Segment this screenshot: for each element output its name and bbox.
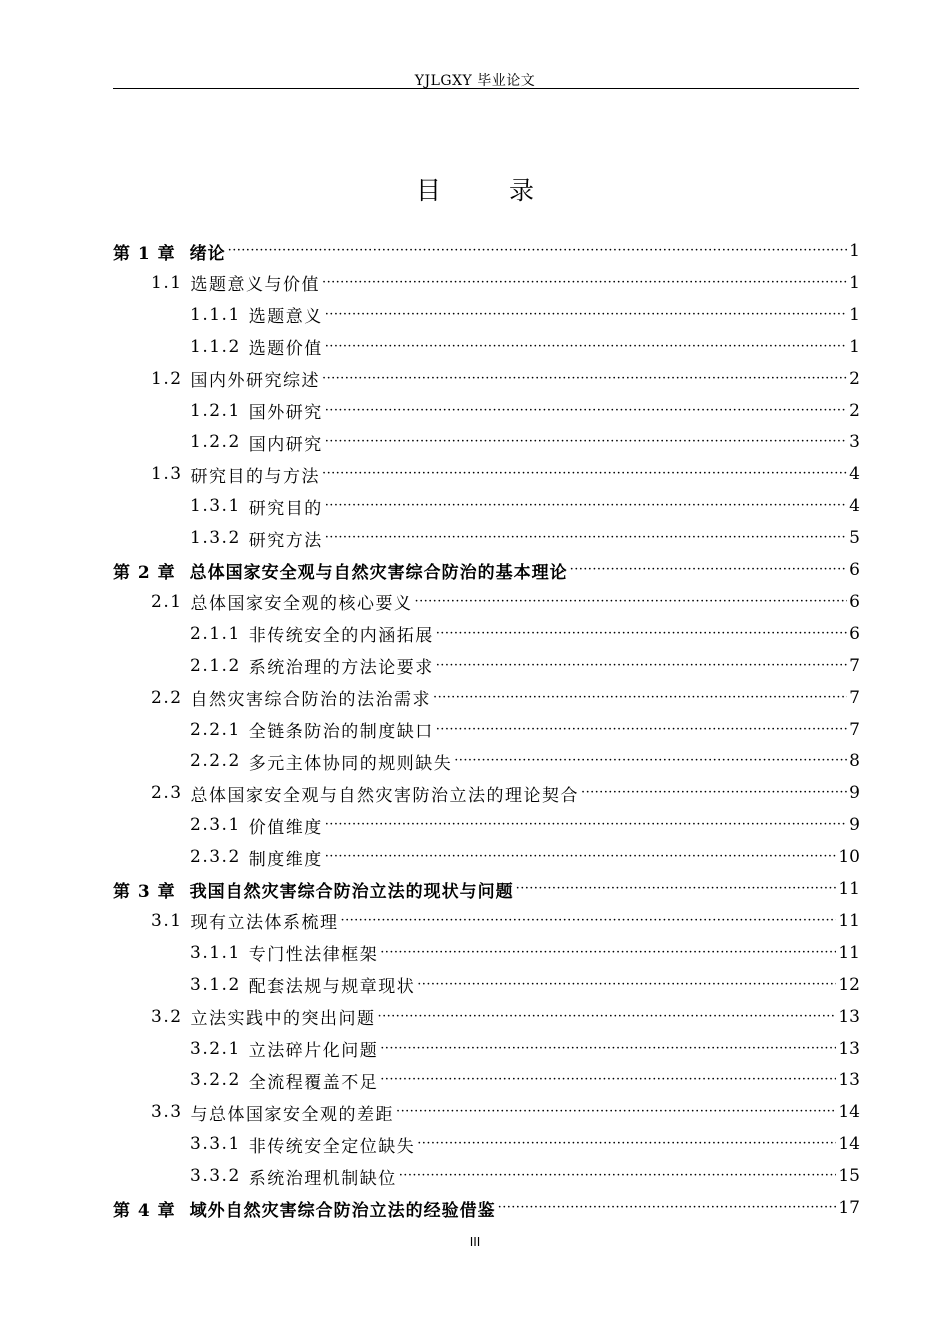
toc-entry-number: 1.2.2 bbox=[190, 432, 241, 453]
toc-entry-page: 2 bbox=[849, 400, 860, 421]
toc-entry-number: 3.1.1 bbox=[190, 942, 241, 963]
toc-entry-number: 3.3.1 bbox=[190, 1134, 241, 1155]
toc-entry-page: 15 bbox=[838, 1166, 860, 1187]
toc-entry-title: 研究目的与方法 bbox=[190, 466, 321, 487]
toc-entry-page: 7 bbox=[849, 655, 860, 676]
toc-leader-dots bbox=[322, 369, 847, 389]
toc-leader-dots bbox=[378, 1007, 837, 1027]
toc-entry-number: 第 1 章 bbox=[113, 243, 176, 264]
toc-leader-dots bbox=[436, 720, 847, 740]
toc-entry[interactable] bbox=[151, 777, 860, 809]
toc-entry[interactable] bbox=[190, 841, 860, 873]
toc-entry-page: 13 bbox=[838, 1038, 860, 1059]
toc-entry[interactable] bbox=[151, 267, 860, 299]
toc-entry-number: 第 2 章 bbox=[113, 562, 176, 583]
toc-entry[interactable] bbox=[190, 522, 860, 554]
toc-entry-title: 研究目的 bbox=[248, 498, 323, 519]
toc-entry-title: 制度维度 bbox=[248, 849, 323, 870]
toc-leader-dots bbox=[322, 464, 847, 484]
toc-entry-title: 总体国家安全观与自然灾害防治立法的理论契合 bbox=[190, 785, 580, 806]
toc-entry[interactable] bbox=[151, 458, 860, 490]
toc-entry-number: 1.1.1 bbox=[190, 304, 241, 325]
toc-entry-page: 9 bbox=[849, 815, 860, 836]
toc-leader-dots bbox=[581, 783, 847, 803]
toc-entry-title: 系统治理的方法论要求 bbox=[248, 658, 434, 679]
running-header: YJLGXY 毕业论文 bbox=[414, 73, 536, 89]
toc-entry[interactable] bbox=[190, 618, 860, 650]
toc-entry[interactable] bbox=[151, 682, 860, 714]
toc-leader-dots bbox=[516, 879, 837, 899]
toc-entry-page: 7 bbox=[849, 687, 860, 708]
toc-entry-page: 17 bbox=[838, 1198, 860, 1218]
toc-entry-number: 1.2.1 bbox=[190, 400, 241, 421]
toc-leader-dots bbox=[325, 337, 847, 357]
toc-leader-dots bbox=[396, 1102, 836, 1122]
toc-entry-number: 3.3.2 bbox=[190, 1166, 241, 1187]
toc-entry-number: 第 4 章 bbox=[113, 1200, 176, 1221]
toc-entry-title: 绪论 bbox=[189, 243, 226, 264]
toc-entry-page: 1 bbox=[849, 241, 860, 261]
toc-entry-page: 6 bbox=[849, 560, 860, 580]
toc-leader-dots bbox=[380, 1039, 836, 1059]
toc-entry-number: 1.1 bbox=[151, 272, 183, 293]
toc-entry-number: 2.1 bbox=[151, 591, 183, 612]
toc-entry[interactable] bbox=[151, 586, 860, 618]
toc-entry-number: 2.3.1 bbox=[190, 815, 241, 836]
toc-entry[interactable] bbox=[151, 363, 860, 395]
toc-entry-page: 5 bbox=[849, 528, 860, 549]
toc-entry-number: 3.1 bbox=[151, 910, 183, 931]
toc-leader-dots bbox=[322, 273, 847, 293]
toc-entry-page: 11 bbox=[838, 942, 860, 963]
toc-entry-number: 1.2 bbox=[151, 368, 183, 389]
toc-entry-number: 2.1.1 bbox=[190, 623, 241, 644]
toc-entry-title: 与总体国家安全观的差距 bbox=[190, 1104, 395, 1125]
toc-entry-title: 立法实践中的突出问题 bbox=[190, 1009, 376, 1030]
toc-leader-dots bbox=[570, 560, 848, 580]
toc-entry-number: 2.3.2 bbox=[190, 847, 241, 868]
toc-entry-page: 13 bbox=[838, 1006, 860, 1027]
toc-leader-dots bbox=[325, 496, 847, 516]
toc-entry[interactable] bbox=[190, 809, 860, 841]
toc-entry-page: 11 bbox=[838, 910, 860, 931]
toc-leader-dots bbox=[436, 656, 847, 676]
toc-entry-title: 非传统安全的内涵拓展 bbox=[248, 626, 434, 647]
toc-entry[interactable] bbox=[113, 1192, 860, 1224]
toc-entry-number: 1.3 bbox=[151, 464, 183, 485]
toc-entry[interactable] bbox=[190, 1128, 860, 1160]
toc-leader-dots bbox=[325, 432, 847, 452]
toc-entry[interactable] bbox=[113, 554, 860, 586]
toc-leader-dots bbox=[325, 815, 847, 835]
toc-entry-number: 3.2.2 bbox=[190, 1070, 241, 1091]
toc-entry-title: 总体国家安全观与自然灾害综合防治的基本理论 bbox=[189, 562, 568, 583]
toc-entry-page: 4 bbox=[849, 496, 860, 517]
toc-leader-dots bbox=[454, 751, 847, 771]
toc-entry-page: 2 bbox=[849, 368, 860, 389]
toc-leader-dots bbox=[415, 592, 848, 612]
toc-entry-title: 研究方法 bbox=[248, 530, 323, 551]
toc-entry-page: 14 bbox=[838, 1134, 860, 1155]
toc-entry-title: 自然灾害综合防治的法治需求 bbox=[190, 690, 432, 711]
toc-entry[interactable] bbox=[190, 650, 860, 682]
toc-entry-title: 国外研究 bbox=[248, 403, 323, 423]
toc-entry-number: 2.3 bbox=[151, 783, 183, 804]
toc-entry-title: 专门性法律框架 bbox=[248, 945, 379, 966]
toc-entry-title: 立法碎片化问题 bbox=[248, 1041, 379, 1061]
toc-entry-title: 国内研究 bbox=[248, 434, 323, 455]
toc-leader-dots bbox=[228, 241, 848, 261]
toc-entry-title: 总体国家安全观的核心要义 bbox=[190, 594, 413, 615]
toc-leader-dots bbox=[417, 1134, 836, 1154]
toc-entry-title: 选题意义 bbox=[248, 307, 323, 328]
toc-leader-dots bbox=[498, 1198, 837, 1218]
toc-entry[interactable] bbox=[190, 331, 860, 363]
toc-leader-dots bbox=[380, 943, 836, 963]
toc-entry-title: 我国自然灾害综合防治立法的现状与问题 bbox=[189, 881, 514, 902]
toc-entry-number: 1.1.2 bbox=[190, 336, 241, 357]
toc-entry[interactable] bbox=[151, 1001, 860, 1033]
toc-entry-page: 7 bbox=[849, 719, 860, 740]
toc-entry-title: 域外自然灾害综合防治立法的经验借鉴 bbox=[189, 1200, 496, 1221]
toc-entry-title: 多元主体协同的规则缺失 bbox=[248, 753, 453, 774]
toc-entry-page: 8 bbox=[849, 751, 860, 772]
toc-entry-page: 3 bbox=[849, 432, 860, 453]
toc-entry-page: 1 bbox=[849, 336, 860, 357]
toc-entry-number: 1.3.1 bbox=[190, 496, 241, 517]
toc-title: 目 录 bbox=[416, 176, 564, 205]
header-rule bbox=[113, 88, 859, 89]
toc-entry-title: 选题价值 bbox=[248, 339, 323, 360]
toc-leader-dots bbox=[325, 401, 847, 421]
toc-entry-page: 4 bbox=[849, 464, 860, 485]
toc-entry[interactable] bbox=[190, 937, 860, 969]
toc-entry[interactable] bbox=[190, 395, 860, 427]
toc-entry[interactable] bbox=[190, 1064, 860, 1096]
toc-leader-dots bbox=[325, 305, 847, 325]
toc-entry[interactable] bbox=[190, 1033, 860, 1065]
toc-entry[interactable] bbox=[113, 873, 860, 905]
toc-entry-number: 2.2.2 bbox=[190, 751, 241, 772]
toc-entry-number: 3.3 bbox=[151, 1102, 183, 1123]
toc-entry-title: 全链条防治的制度缺口 bbox=[248, 722, 434, 742]
toc-leader-dots bbox=[380, 1070, 836, 1090]
toc-entry-number: 2.2 bbox=[151, 687, 183, 708]
toc-entry[interactable] bbox=[190, 745, 860, 777]
toc-leader-dots bbox=[399, 1166, 837, 1186]
toc-leader-dots bbox=[325, 528, 847, 548]
toc-entry[interactable] bbox=[151, 1096, 860, 1128]
toc-entry[interactable] bbox=[190, 969, 860, 1001]
toc-leader-dots bbox=[436, 624, 847, 644]
toc-entry-page: 14 bbox=[838, 1102, 860, 1123]
toc-entry-page: 12 bbox=[838, 974, 860, 995]
toc-entry-page: 6 bbox=[849, 623, 860, 644]
toc-entry-title: 全流程覆盖不足 bbox=[248, 1072, 379, 1093]
toc-leader-dots bbox=[325, 847, 837, 867]
toc-entry-number: 3.2 bbox=[151, 1006, 183, 1027]
toc-entry[interactable] bbox=[190, 714, 860, 746]
toc-entry-number: 2.1.2 bbox=[190, 655, 241, 676]
toc-entry-page: 10 bbox=[838, 847, 860, 868]
toc-entry[interactable] bbox=[190, 299, 860, 331]
toc-entry-page: 1 bbox=[849, 272, 860, 293]
toc-entry-title: 非传统安全定位缺失 bbox=[248, 1136, 416, 1157]
toc-leader-dots bbox=[341, 911, 837, 931]
toc-entry-title: 现有立法体系梳理 bbox=[190, 913, 339, 934]
toc-entry-page: 9 bbox=[849, 783, 860, 804]
toc-entry[interactable] bbox=[113, 235, 860, 267]
toc-entry[interactable] bbox=[190, 1160, 860, 1192]
toc-entry-number: 1.3.2 bbox=[190, 528, 241, 549]
toc-leader-dots bbox=[417, 975, 836, 995]
toc-leader-dots bbox=[433, 688, 847, 708]
toc-entry[interactable] bbox=[151, 905, 860, 937]
page-number: III bbox=[469, 1235, 481, 1249]
toc-entry-title: 国内外研究综述 bbox=[190, 371, 321, 392]
toc-entry-number: 3.1.2 bbox=[190, 974, 241, 995]
toc-entry-title: 系统治理机制缺位 bbox=[248, 1168, 397, 1189]
toc-entry-page: 6 bbox=[849, 591, 860, 612]
toc-entry-title: 价值维度 bbox=[248, 817, 323, 838]
toc-entry-number: 第 3 章 bbox=[113, 881, 176, 902]
toc-entry-page: 11 bbox=[838, 879, 860, 899]
toc-entry[interactable] bbox=[190, 490, 860, 522]
toc-entry-title: 选题意义与价值 bbox=[190, 275, 321, 296]
toc-entry-page: 1 bbox=[849, 304, 860, 325]
toc-entry-number: 2.2.1 bbox=[190, 719, 241, 740]
toc-entry-title: 配套法规与规章现状 bbox=[248, 977, 416, 998]
toc-entry-page: 13 bbox=[838, 1070, 860, 1091]
toc-entry[interactable] bbox=[190, 426, 860, 458]
toc-entry-number: 3.2.1 bbox=[190, 1038, 241, 1059]
